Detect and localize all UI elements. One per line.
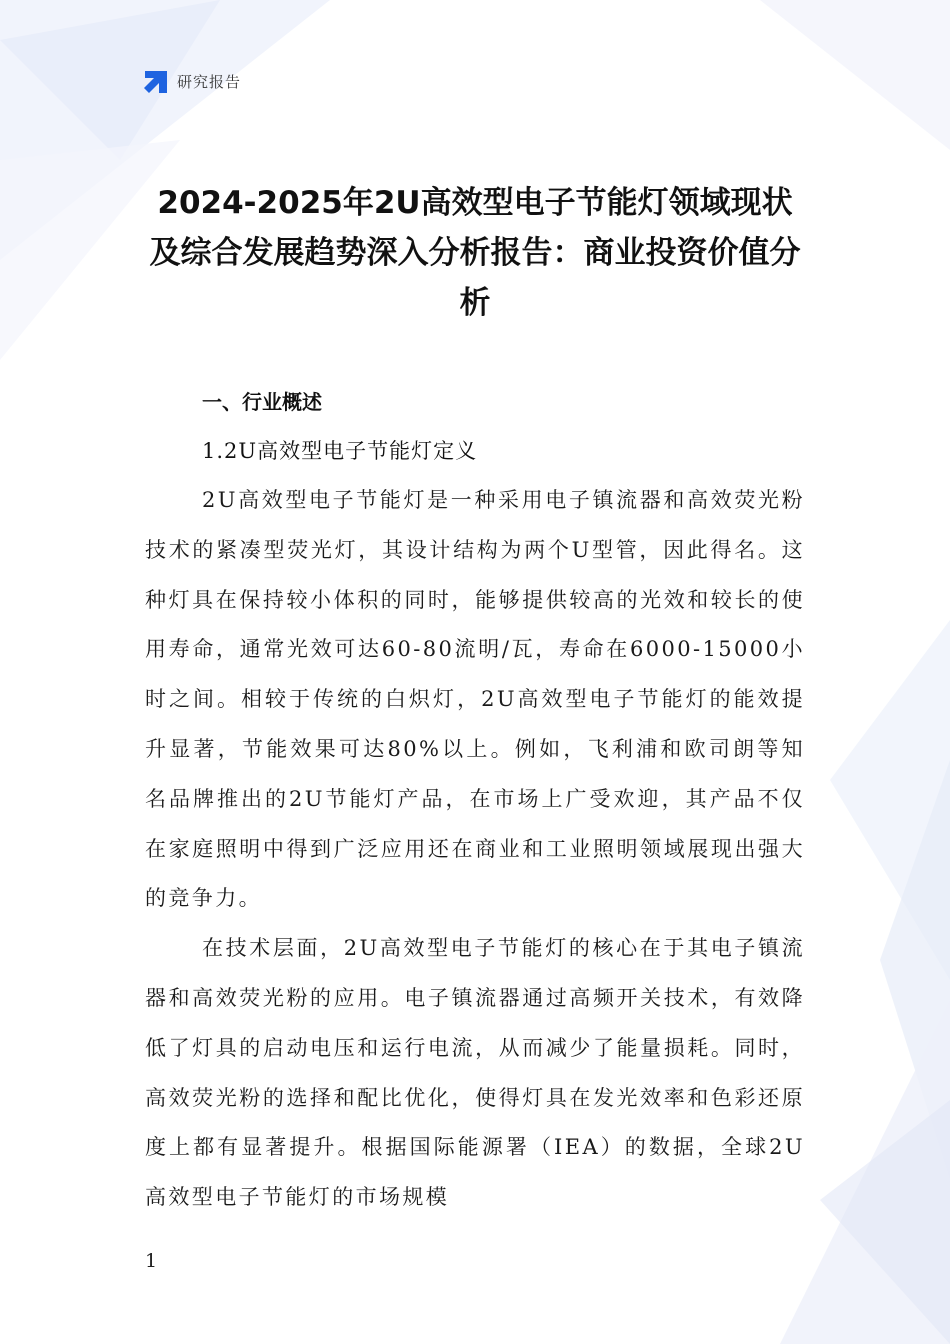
subsection-heading: 1.2U高效型电子节能灯定义 [202,439,478,463]
report-header [143,68,241,94]
section-heading: 一、行业概述 [202,390,322,414]
document-body [145,378,805,1223]
document-title: 2024-2025年2U高效型电子节能灯领域现状及综合发展趋势深入分析报告：商业投资价值分析 [149,185,801,321]
header-label: 研究报告 [177,72,242,91]
paragraph-definition: 2U高效型电子节能灯是一种采用电子镇流器和高效荧光粉技术的紧凑型荧光灯，其设计结构为两个U型管，因此得名。这种灯具在保持较小体积的同时，能够提供较高的光效和较长的使用寿命，通常光效可达60-80流明/瓦，寿命在6000-15000小时之间。相较于传统的白炽灯，2U高效型电子节能灯的能效提升显著，节能效果可达80%以上。例如，飞利浦和欧司朗等知名品牌推出的2U节能灯产品，在市场上广受欢迎，其产品不仅在家庭照明中得到广泛应用还在商业和工业照明领域展现出强大的竞争力。 [145,488,805,911]
page-number: 1 [145,1250,158,1272]
arrow-up-right-icon [143,68,169,94]
paragraph-technology: 在技术层面，2U高效型电子节能灯的核心在于其电子镇流器和高效荧光粉的应用。电子镇流器通过高频开关技术，有效降低了灯具的启动电压和运行电流，从而减少了能量损耗。同时，高效荧光粉的选择和配比优化，使得灯具在发光效率和色彩还原度上都有显著提升。根据国际能源署（IEA）的数据，全球2U高效型电子节能灯的市场规模 [145,936,805,1210]
